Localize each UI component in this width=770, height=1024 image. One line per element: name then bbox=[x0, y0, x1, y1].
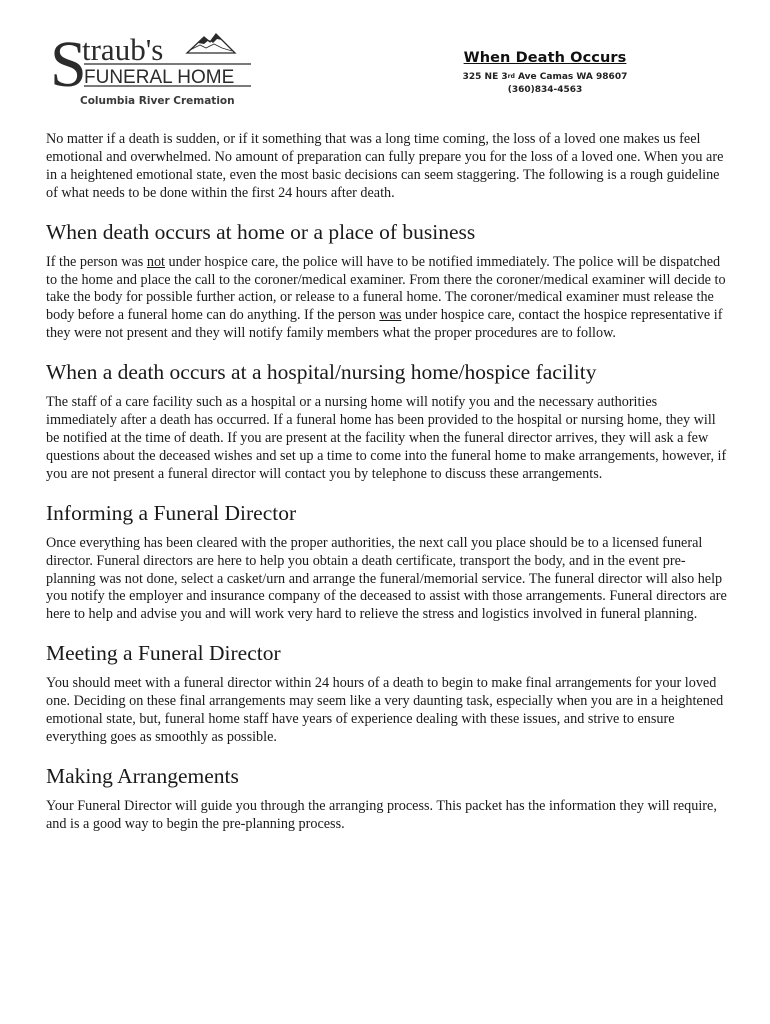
logo-name-text: traub's bbox=[82, 32, 164, 67]
address-suffix: Ave Camas WA 98607 bbox=[514, 72, 628, 82]
text-run: under hospice care, contact the hospice representative if they were not present and they will notify family members what the proper procedures are to follow. bbox=[46, 307, 723, 342]
intro-paragraph: No matter if a death is sudden, or if it something that was a long time coming, the loss of a loved one makes us feel emotional and overwhelmed. No amount of preparation can fully prepare you for the loss of a loved one. When you are in a heightened emotional state, even the most basic decisions can seem staggering. The following is a rough guideline of what needs to be done within the first 24 hours after death. bbox=[46, 131, 724, 201]
section-paragraph-informing: Once everything has been cleared with the proper authorities, the next call you place should be to a licensed funeral director. Funeral directors are here to help you obtain a death certificate, transport the body, and in the event pre-planning was not done, select a casket/urn and arrange the funeral/memorial service. The funeral director will also help you notify the employer and insurance company of the deceased to assist with those arrangements. Funeral directors are here to help and advise you and will work very hard to relieve the stress and logistics involved in funeral planning. bbox=[46, 534, 727, 623]
text-run: If the person was bbox=[46, 253, 147, 270]
address-ordinal: rd bbox=[507, 73, 515, 80]
document-title: When Death Occurs bbox=[463, 50, 627, 66]
logo-tagline-text: Columbia River Cremation bbox=[80, 95, 235, 107]
logo-subtitle-text: FUNERAL HOME bbox=[84, 67, 235, 88]
mountain-icon bbox=[187, 34, 235, 53]
underlined-text: not bbox=[146, 253, 165, 270]
document-header bbox=[430, 50, 660, 97]
section-heading-informing: Informing a Funeral Director bbox=[46, 500, 297, 525]
logo-initial: S bbox=[50, 28, 87, 101]
funeral-home-logo bbox=[50, 26, 255, 110]
section-paragraph-meeting: You should meet with a funeral director within 24 hours of a death to begin to make final arrangements for your loved one. Deciding on these final arrangements may seem like a very daunting task, especially when you are in a heightened emotional state, but, funeral home staff have years of experience dealing with these issues, and strive to ensure everything goes as smoothly as possible. bbox=[46, 675, 724, 745]
address-prefix: 325 NE 3 bbox=[462, 72, 508, 82]
section-paragraph-hospital: The staff of a care facility such as a hospital or a nursing home will notify you and the necessary authorities immediately after a death has occurred. If a funeral home has been provided to the hospital or nursing home, they will be notified at the time of death. If you are present at the facility when the funeral director arrives, they will ask a few questions about the deceased wishes and set up a time to come into the funeral home to make arrangements, however, if you are not present a funeral director will contact you by telephone to discuss these arrangements. bbox=[46, 394, 727, 482]
section-heading-arrangements: Making Arrangements bbox=[46, 763, 239, 788]
document-body bbox=[46, 131, 730, 834]
section-heading-meeting: Meeting a Funeral Director bbox=[46, 641, 281, 666]
text-run: under hospice care, the police will have to be notified immediately. The police will be dispatched to the home and place the call to the coroner/medical examiner. From there the coroner/medical examiner will decide to take the body for possible further action, or release to a funeral home. The coroner/medical examiner must release the body before a funeral home can do anything. If the person bbox=[46, 253, 726, 324]
phone-number: (360)834-4563 bbox=[507, 85, 583, 95]
section-paragraph-arrangements: Your Funeral Director will guide you through the arranging process. This packet has the information they will require, and is a good way to begin the pre-planning process. bbox=[46, 797, 717, 832]
address-line bbox=[430, 71, 660, 84]
section-paragraph-home-business bbox=[46, 254, 730, 344]
logo-graphic bbox=[50, 26, 255, 110]
section-heading-hospital: When a death occurs at a hospital/nursing home/hospice facility bbox=[46, 360, 597, 385]
underlined-text: was bbox=[379, 307, 402, 324]
section-heading-home-business: When death occurs at home or a place of business bbox=[46, 219, 476, 244]
